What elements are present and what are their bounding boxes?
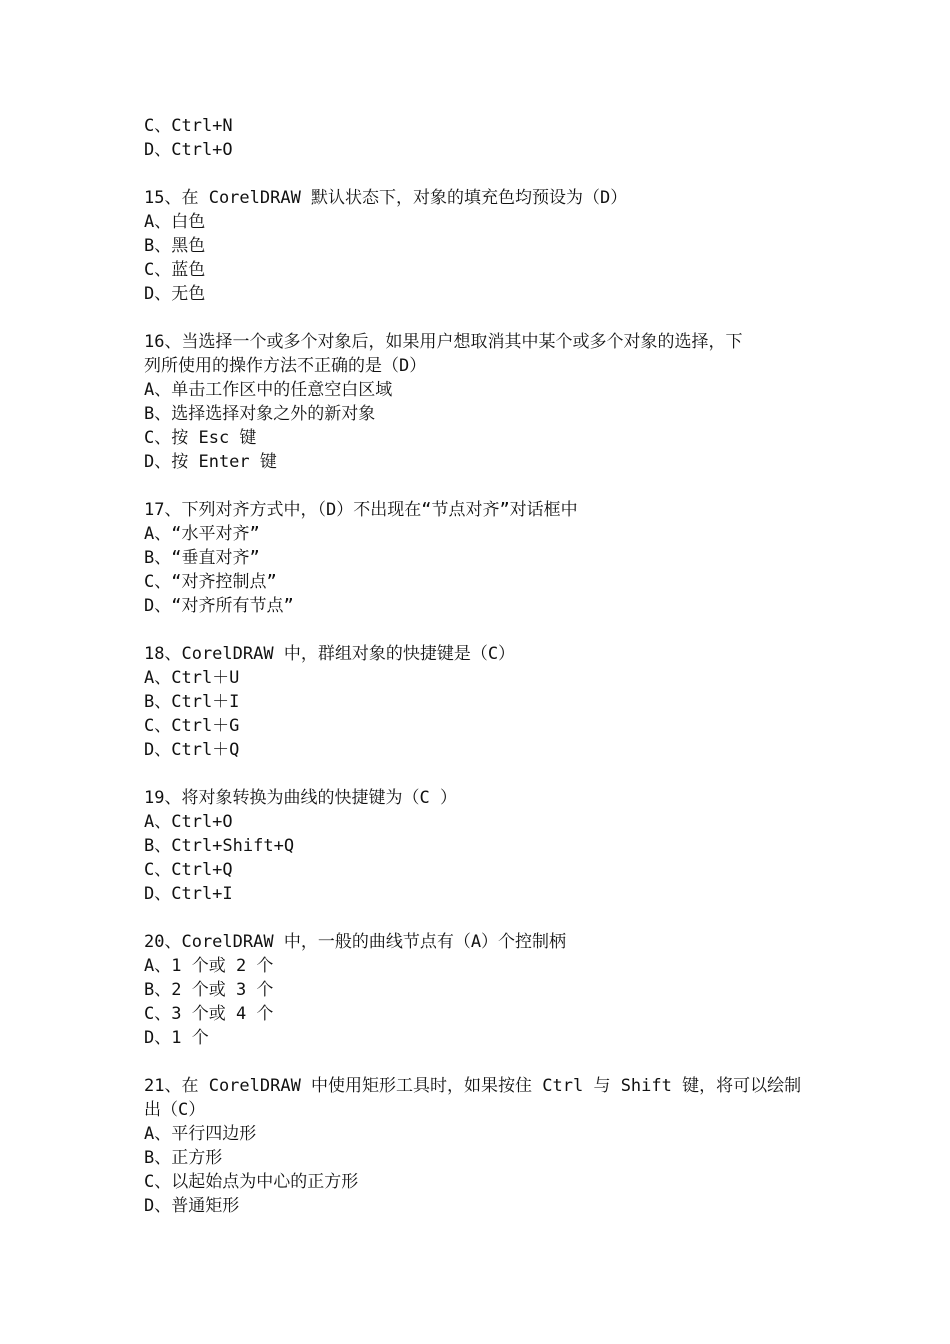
question-17 — [144, 498, 814, 618]
spacer — [144, 1050, 814, 1074]
option-a: A、平行四边形 — [144, 1124, 257, 1144]
option-d: D、“对齐所有节点” — [144, 596, 294, 616]
question-stem: 15、在 CorelDRAW 默认状态下，对象的填充色均预设为（D） — [144, 188, 628, 208]
option-c: C、以起始点为中心的正方形 — [144, 1172, 359, 1192]
question-stem: 18、CorelDRAW 中，群组对象的快捷键是（C） — [144, 644, 516, 664]
document-content — [144, 114, 814, 1218]
option-d: D、按 Enter 键 — [144, 452, 277, 472]
option-a: A、单击工作区中的任意空白区域 — [144, 380, 393, 400]
question-stem-line-1: 21、在 CorelDRAW 中使用矩形工具时，如果按住 Ctrl 与 Shift 键，将可以绘制 — [144, 1076, 802, 1096]
question-20 — [144, 930, 814, 1050]
spacer — [144, 618, 814, 642]
question-stem: 19、将对象转换为曲线的快捷键为（C ） — [144, 788, 457, 808]
question-16 — [144, 330, 814, 474]
option-c: C、蓝色 — [144, 260, 206, 280]
option-b: B、选择选择对象之外的新对象 — [144, 404, 376, 424]
option-d: D、1 个 — [144, 1028, 209, 1048]
spacer — [144, 162, 814, 186]
carry-over-options — [144, 114, 814, 162]
option-b: B、Ctrl+Shift+Q — [144, 836, 295, 856]
option-b: B、黑色 — [144, 236, 206, 256]
question-stem: 20、CorelDRAW 中，一般的曲线节点有（A）个控制柄 — [144, 932, 567, 952]
option-a: A、Ctrl＋U — [144, 668, 240, 688]
spacer — [144, 906, 814, 930]
option-d: D、Ctrl+I — [144, 884, 233, 904]
question-15 — [144, 186, 814, 306]
option-c: C、按 Esc 键 — [144, 428, 257, 448]
option-b: B、正方形 — [144, 1148, 223, 1168]
question-19 — [144, 786, 814, 906]
question-21 — [144, 1074, 814, 1218]
option-d: D、Ctrl+O — [144, 140, 233, 160]
spacer — [144, 474, 814, 498]
option-d: D、Ctrl＋Q — [144, 740, 240, 760]
question-stem-line-2: 出（C） — [144, 1100, 206, 1120]
question-stem-line-2: 列所使用的操作方法不正确的是（D） — [144, 356, 427, 376]
option-c: C、Ctrl+Q — [144, 860, 233, 880]
option-c: C、Ctrl+N — [144, 116, 233, 136]
option-d: D、无色 — [144, 284, 206, 304]
option-b: B、“垂直对齐” — [144, 548, 260, 568]
question-stem: 17、下列对齐方式中，（D）不出现在“节点对齐”对话框中 — [144, 500, 578, 520]
option-d: D、普通矩形 — [144, 1196, 240, 1216]
option-a: A、1 个或 2 个 — [144, 956, 274, 976]
option-a: A、Ctrl+O — [144, 812, 233, 832]
option-a: A、白色 — [144, 212, 206, 232]
option-c: C、3 个或 4 个 — [144, 1004, 274, 1024]
option-a: A、“水平对齐” — [144, 524, 260, 544]
question-18 — [144, 642, 814, 762]
option-b: B、Ctrl＋I — [144, 692, 240, 712]
option-b: B、2 个或 3 个 — [144, 980, 274, 1000]
question-stem-line-1: 16、当选择一个或多个对象后，如果用户想取消其中某个或多个对象的选择，下 — [144, 332, 743, 352]
spacer — [144, 762, 814, 786]
option-c: C、Ctrl＋G — [144, 716, 240, 736]
option-c: C、“对齐控制点” — [144, 572, 277, 592]
spacer — [144, 306, 814, 330]
